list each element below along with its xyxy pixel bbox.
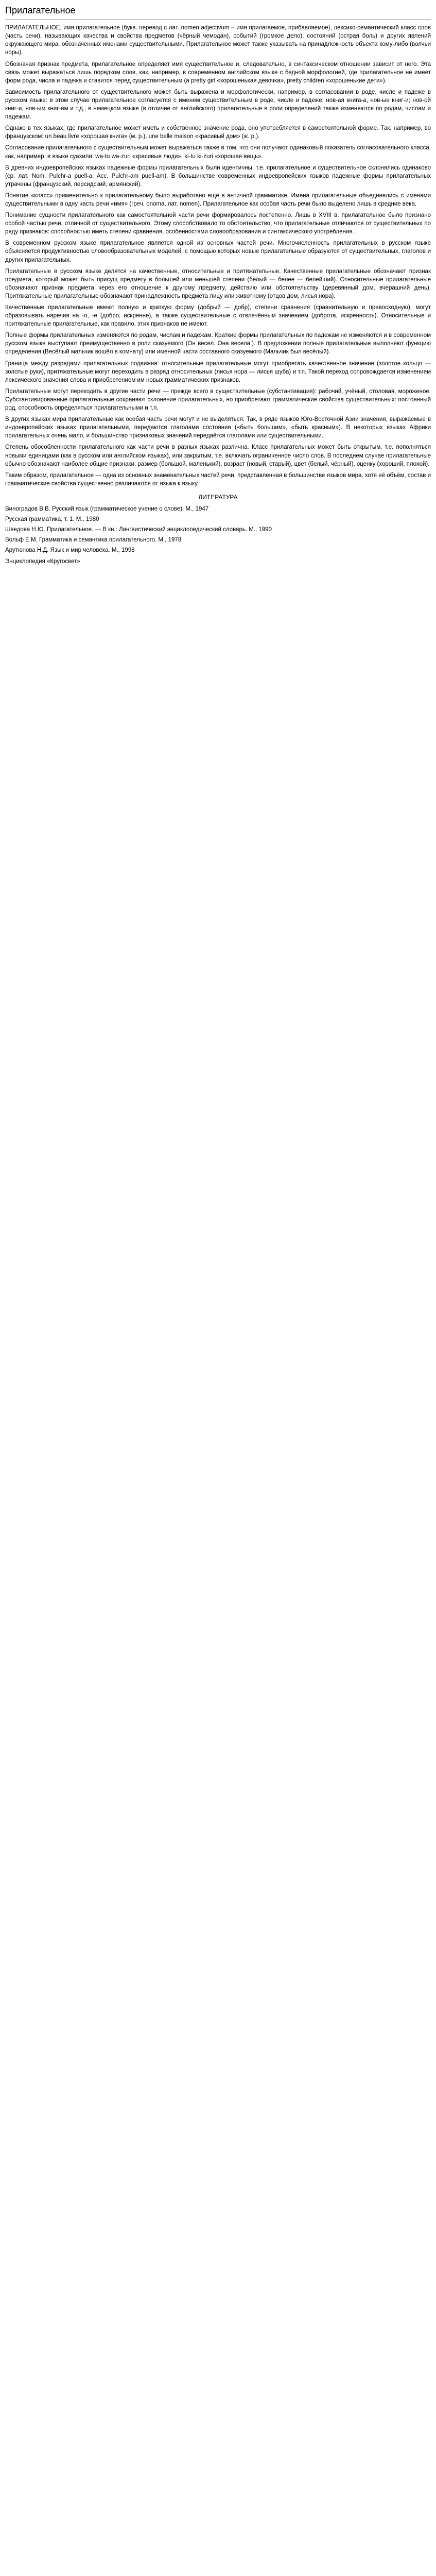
reference-item: Шведова Н.Ю. Прилагательное. — В кн.: Лингвистический энциклопедический словарь. М., 1990: [5, 526, 272, 533]
article-body: [5, 24, 431, 488]
paragraph: Зависимость прилагательного от существительного может быть выражена и морфологически, например, в согласовании в роде, числе и падеже в русском языке: в этом случае прилагательное согласуется с именем существительным в роде, числе и падеже: нов-ая книга-а, нов-ые книг-и; нов-ой книг-и, нов-ым книг-ам и т.д., в немецком языке (в отличие от английского) прилагательные в роли определений также изменяются по родам, числам и падежам.: [5, 89, 431, 121]
paragraph: В древних индоевропейских языках падежные формы прилагательных были идентичны, т.е. прилагательное и существительное склонялись одинаково (ср. лат. Nom. Pulchr-a puell-a, Acc. Pulchr-am puell-am). В большинстве современных индоевропейских языков падежные формы прилагательных утрачены (французский, персидский, армянский).: [5, 164, 431, 188]
paragraph: Обозначая признак предмета, прилагательное определяет имя существительное и, следовательно, в синтаксическом отношении зависит от него. Эта связь может выражаться лишь порядком слов, как, например, в современном английском языке с бедной морфологией, где прилагательное не имеет форм рода, числа и падежа и ставится перед существительным (a pretty girl «хорошенькая девочка», pretty children «хорошенькие дети»).: [5, 61, 431, 84]
references-section: [5, 493, 431, 554]
reference-item: Вольф Е.М. Грамматика и семантика прилагательного. М., 1978: [5, 536, 182, 543]
reference-item: Русская грамматика, т. 1. М., 1980: [5, 516, 99, 522]
paragraph: Согласование прилагательного с существительным может выражаться также в том, что они получают одинаковый показатель согласовательного класса, как, например, в языке суахили: wa-tu wa-zuri «красивые люди», ki-tu ki-zuri «хорошая вещь».: [5, 145, 431, 160]
paragraph: Прилагательные в русском языке делятся на качественные, относительные и притяжательные. Качественные прилагательные обозначают признак предмета, который может быть присущ предмету в большей или меньшей степени (белый — белее — белейший). Относительные прилагательные обозначают признак предмета через его отношение к другому предмету, действию или обстоятельству (деревянный дом, вчерашний день). Притяжательные прилагательные обозначают принадлежность предмета лицу или животному (отцов дом, лисья нора).: [5, 268, 431, 299]
paragraph: В других языках мира прилагательные как особая часть речи могут и не выделяться. Так, в ряде языков Юго-Восточной Азии значения, выражаемые в индоевропейских языках прилагательными, передаются глаголами состояния («быть большим», «быть красным»). В некоторых языках Африки прилагательных очень мало, и большинство признаковых значений передаётся глаголами или существительными.: [5, 416, 431, 439]
paragraph: Понятие «класс» применительно к прилагательному было выработано ещё в античной грамматике. Имена прилагательные объединялись с именами существительными в одну часть речи «имя» (греч. onoma, лат. nomen). Прилагательное как особая часть речи было выделено лишь в средние века.: [5, 192, 431, 207]
paragraph: Понимание сущности прилагательного как самостоятельной части речи формировалось постепенно. Лишь в XVIII в. прилагательное было признано особой частью речи, отличной от существительного. Этому способствовало то обстоятельство, что прилагательные отличаются от существительных по ряду признаков: способностью иметь степени сравнения, особенностями словообразования и синтаксического употребления.: [5, 212, 431, 235]
paragraph: Качественные прилагательные имеют полную и краткую форму (добрый — добр), степени сравнения (сравнительную и превосходную), могут образовывать наречия на -о, -е (добро, искренне), а также существительные с отвлечённым значением (доброта, искренность). Относительные и притяжательные прилагательные, как правило, этих признаков не имеют.: [5, 304, 431, 328]
paragraph: Полные формы прилагательных изменяются по родам, числам и падежам. Краткие формы прилагательных по падежам не изменяются и в современном русском языке выступают преимущественно в роли сказуемого (Он весел. Она весела.). В предложении полные прилагательные выполняют функцию определения (Весёлый мальчик вошёл в комнату) или именной части составного сказуемого (Мальчик был весёлый).: [5, 332, 431, 355]
page-title: Прилагательное: [5, 4, 431, 20]
paragraph: Степень обособленности прилагательного как части речи в разных языках различна. Класс прилагательных может быть открытым, т.е. пополняться новыми единицами (как в русском или английском языках), или закрытым, т.е. включать ограниченное число слов. В последнем случае прилагательные обычно обозначают наиболее общие признаки: размер (большой, маленький), возраст (новый, старый), цвет (белый, чёрный), оценку (хороший, плохой).: [5, 444, 431, 467]
reference-item: Арутюнова Н.Д. Язык и мир человека. М., 1998: [5, 547, 135, 554]
paragraph: Прилагательные могут переходить в другие части речи — прежде всего в существительные (субстантивация): рабочий, учёный, столовая, мороженое. Субстантивированные прилагательные сохраняют склонение прилагательных, но приобретают грамматические свойства существительных: постоянный род, способность определяться прилагательными и т.п.: [5, 388, 431, 412]
source-footer: Энциклопедия «Кругосвет»: [5, 558, 80, 565]
paragraph: ПРИЛАГАТЕЛЬНОЕ, имя прилагательное (букв. перевод с лат. nomen adjectivum – имя прилагаемое, прибавляемое), лексико-семантический класс слов (часть речи), называющих качества и свойства предметов (чёрный чемодан), событий (громкое дело), состояний (острая боль) и других явлений окружающего мира, обозначенных именами существительными. Прилагательное может также указывать на принадлежность объекта кому-либо (волчьи норы).: [5, 25, 431, 56]
paragraph: Граница между разрядами прилагательных подвижна: относительные прилагательные могут приобретать качественное значение (золотое кольцо — золотые руки), притяжательные могут переходить в разряд относительных (лисья нора — лисья шуба) и т.п. Такой переход сопровождается изменением лексического значения слова и приобретением им новых грамматических признаков.: [5, 360, 431, 383]
reference-item: Виноградов В.В. Русский язык (грамматическое учение о слове). М., 1947: [5, 505, 209, 512]
article-page: [0, 0, 436, 571]
paragraph: В современном русском языке прилагательное является одной из основных частей речи. Многочисленность прилагательных в русском языке объясняется продуктивностью словообразовательных моделей, с помощью которых новые прилагательные образуются от существительных, глаголов и других прилагательных.: [5, 240, 431, 263]
paragraph: Таким образом, прилагательное — одна из основных знаменательных частей речи, представленная в большинстве языков мира, хотя её объём, состав и грамматические свойства существенно различаются от языка к языку.: [5, 472, 431, 487]
references-title: ЛИТЕРАТУРА: [198, 493, 238, 501]
paragraph: Однако в тех языках, где прилагательное может иметь и собственное значение рода, оно употребляется в самостоятельной форме. Так, например, во французском: un beau livre «хорошая книга» (м. р.), une belle maison «красивый дом» (ж. р.).: [5, 125, 431, 140]
